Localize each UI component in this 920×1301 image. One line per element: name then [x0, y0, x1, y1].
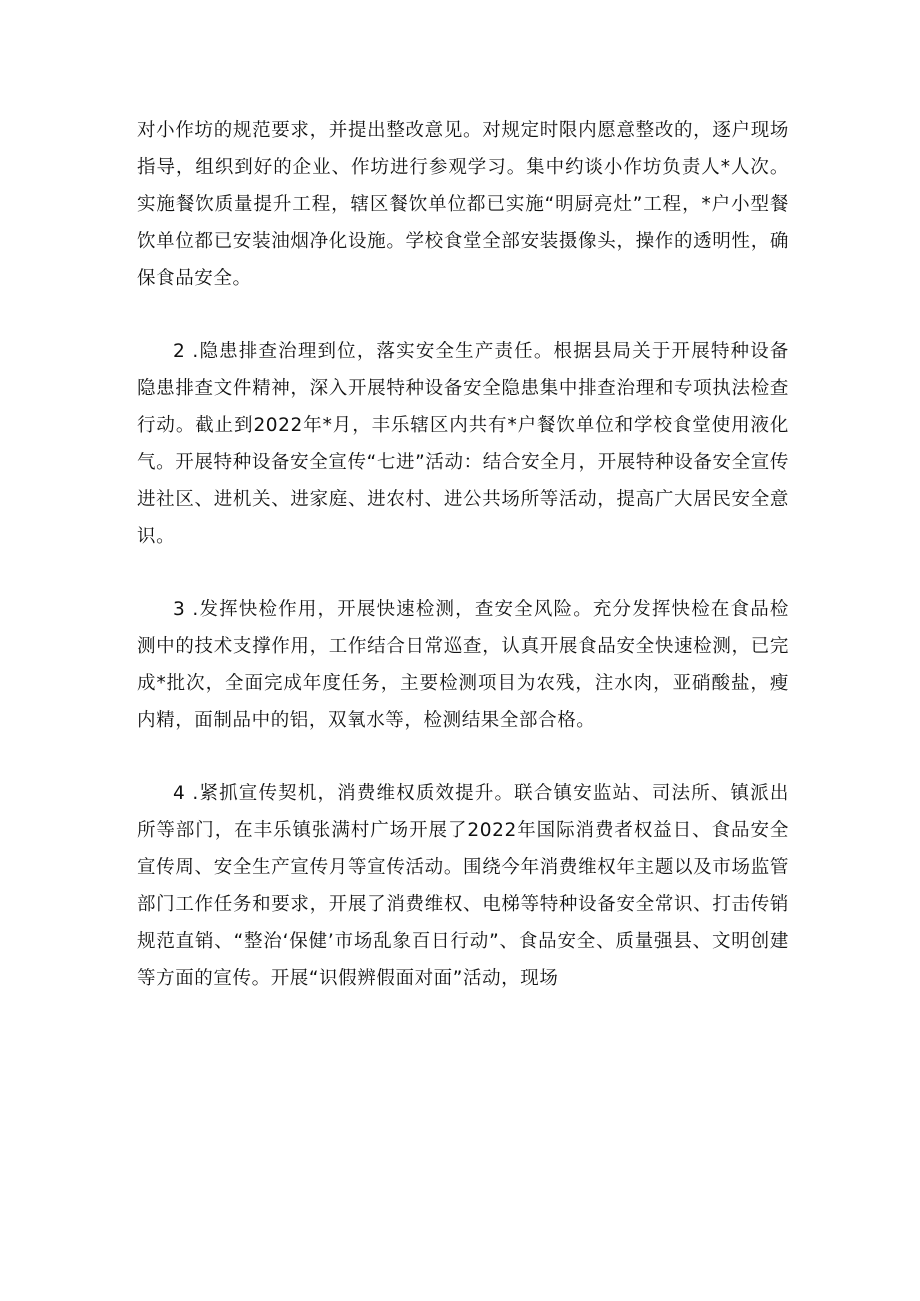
paragraph-item-3: 3 .发挥快检作用，开展快速检测，查安全风险。充分发挥快检在食品检测中的技术支撑作用，工作结合日常巡查，认真开展食品安全快速检测，已完成*批次，全面完成年度任务，主要检测项目为农残，注水肉，亚硝酸盐，瘦内精，面制品中的铝，双氧水等，检测结果全部合格。	[137, 599, 789, 731]
paragraph-item-4: 4 .紧抓宣传契机，消费维权质效提升。联合镇安监站、司法所、镇派出所等部门，在丰乐镇张满村广场开展了2022年国际消费者权益日、食品安全宣传周、安全生产宣传月等宣传活动。围绕今年消费维权年主题以及市场监管部门工作任务和要求，开展了消费维权、电梯等特种设备安全常识、打击传销规范直销、“整治‘保健’市场乱象百日行动”、食品安全、质量强县、文明创建等方面的宣传。开展“识假辨假面对面”活动，现场	[137, 783, 789, 989]
document-body	[137, 112, 789, 997]
paragraph-item-2: 2 .隐患排查治理到位，落实安全生产责任。根据县局关于开展特种设备隐患排查文件精神，深入开展特种设备安全隐患集中排查治理和专项执法检查行动。截止到2022年*月，丰乐辖区内共有*户餐饮单位和学校食堂使用液化气。开展特种设备安全宣传“七进”活动：结合安全月，开展特种设备安全宣传进社区、进机关、进家庭、进农村、进公共场所等活动，提高广大居民安全意识。	[137, 341, 789, 547]
paragraph-continuation: 对小作坊的规范要求，并提出整改意见。对规定时限内愿意整改的，逐户现场指导，组织到好的企业、作坊进行参观学习。集中约谈小作坊负责人*人次。实施餐饮质量提升工程，辖区餐饮单位都已实施“明厨亮灶”工程，*户小型餐饮单位都已安装油烟净化设施。学校食堂全部安装摄像头，操作的透明性，确保食品安全。	[137, 120, 789, 289]
